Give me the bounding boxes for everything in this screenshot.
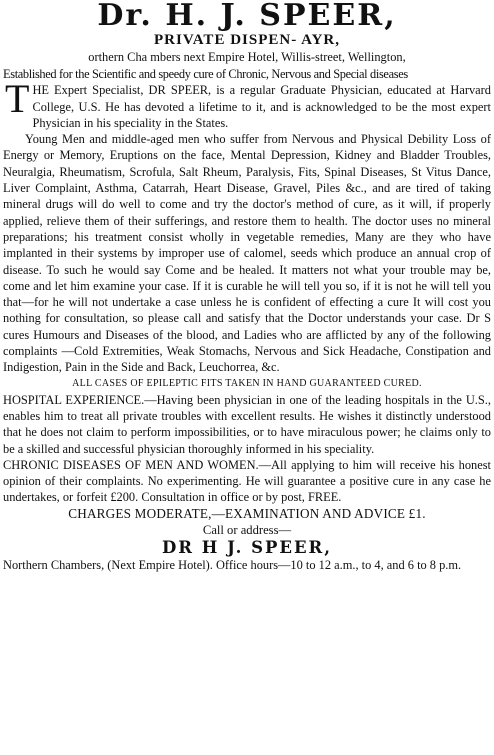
- charges-line: CHARGES MODERATE,—EXAMINATION AND ADVICE £1.: [68, 505, 426, 521]
- advert-subtitle: PRIVATE DISPEN- AYR,: [153, 32, 340, 48]
- epileptic-notice: ALL CASES OF EPILEPTIC FITS TAKEN IN HAND GUARANTEED CURED.: [72, 377, 422, 389]
- call-line: Call or address—: [202, 522, 292, 537]
- doctor-signature: DR H J. SPEER,: [161, 537, 333, 557]
- intro-text: HE Expert Specialist, DR SPEER, is a regular Graduate Physician, educated at Harvard College, U.S. He has devoted a lifetime to it, and is acknowledged to be the most expert Physician in his speciality in the States.: [32, 83, 491, 130]
- symptoms-paragraph: Young Men and middle-aged men who suffer from Nervous and Physical Debility Loss of Energy or Memory, Eruptions on the face, Mental Depression, Kidney and Bladder Troubles, Neuralgia, Rheumatism, Scrofula, Salt Rheum, Paralysis, Fits, Spinal Diseases, St Vitus Dance, Liver Complaint, Asthma, Catarrah, Heart Disease, Gravel, Piles &c., and are tired of taking mineral drugs will do well to come and try the doctor's method of cure, as it will, if properly applied, relieve them of their sufferings, and restore them to health. The doctor uses no mineral preparations; his treatment consist wholly in vegetable remedies, Many are they who have implanted in their systems by improper use of calomel, seeds which produce an annual crop of disease. To such he would say Come and be healed. It matters not what your trouble may be, come and let him examine your case. If it is curable he will tell you so, if it is not he will tell you that—for he will not undertake a case unless he is confident of effecting a cure It will cost you nothing for consultation, so please call and satisfy that the Doctor understands your case. Dr S cures Humours and Diseases of the blood, and Ladies who are afflicted by any of the following complaints —Cold Extremities, Weak Stomachs, Nervous and Sick Headache, Constipation and Indigestion, Pain in the Side and Back, Leuchorrea, &c.: [3, 132, 491, 375]
- drop-cap: T: [5, 76, 30, 122]
- advert-address: orthern Cha mbers next Empire Hotel, Willis-street, Wellington,: [88, 50, 406, 64]
- intro-paragraph: [3, 76, 491, 131]
- hospital-paragraph: HOSPITAL EXPERIENCE.—Having been physician in one of the leading hospitals in the U.S., enables him to treat all private troubles with excellent results. He wishes it distinctly understood that he does not claim to perform impossibilities, or to have miraculous power; he claims only to be a skilled and successful physician thoroughly informed in his speciality.: [3, 392, 491, 456]
- office-hours: Northern Chambers, (Next Empire Hotel). Office hours—10 to 12 a.m., to 4, and 6 to 8 p.m.: [3, 557, 462, 572]
- chronic-paragraph: CHRONIC DISEASES OF MEN AND WOMEN.—All applying to him will receive his honest opinion of their complaints. No experimenting. He will guarantee a positive cure in any case he undertakes, or forfeit £200. Consultation in office or by post, FREE.: [3, 457, 491, 505]
- advert-title: Dr. H. J. SPEER,: [97, 0, 397, 33]
- established-line: Established for the Scientific and speedy cure of Chronic, Nervous and Special diseases: [3, 67, 408, 81]
